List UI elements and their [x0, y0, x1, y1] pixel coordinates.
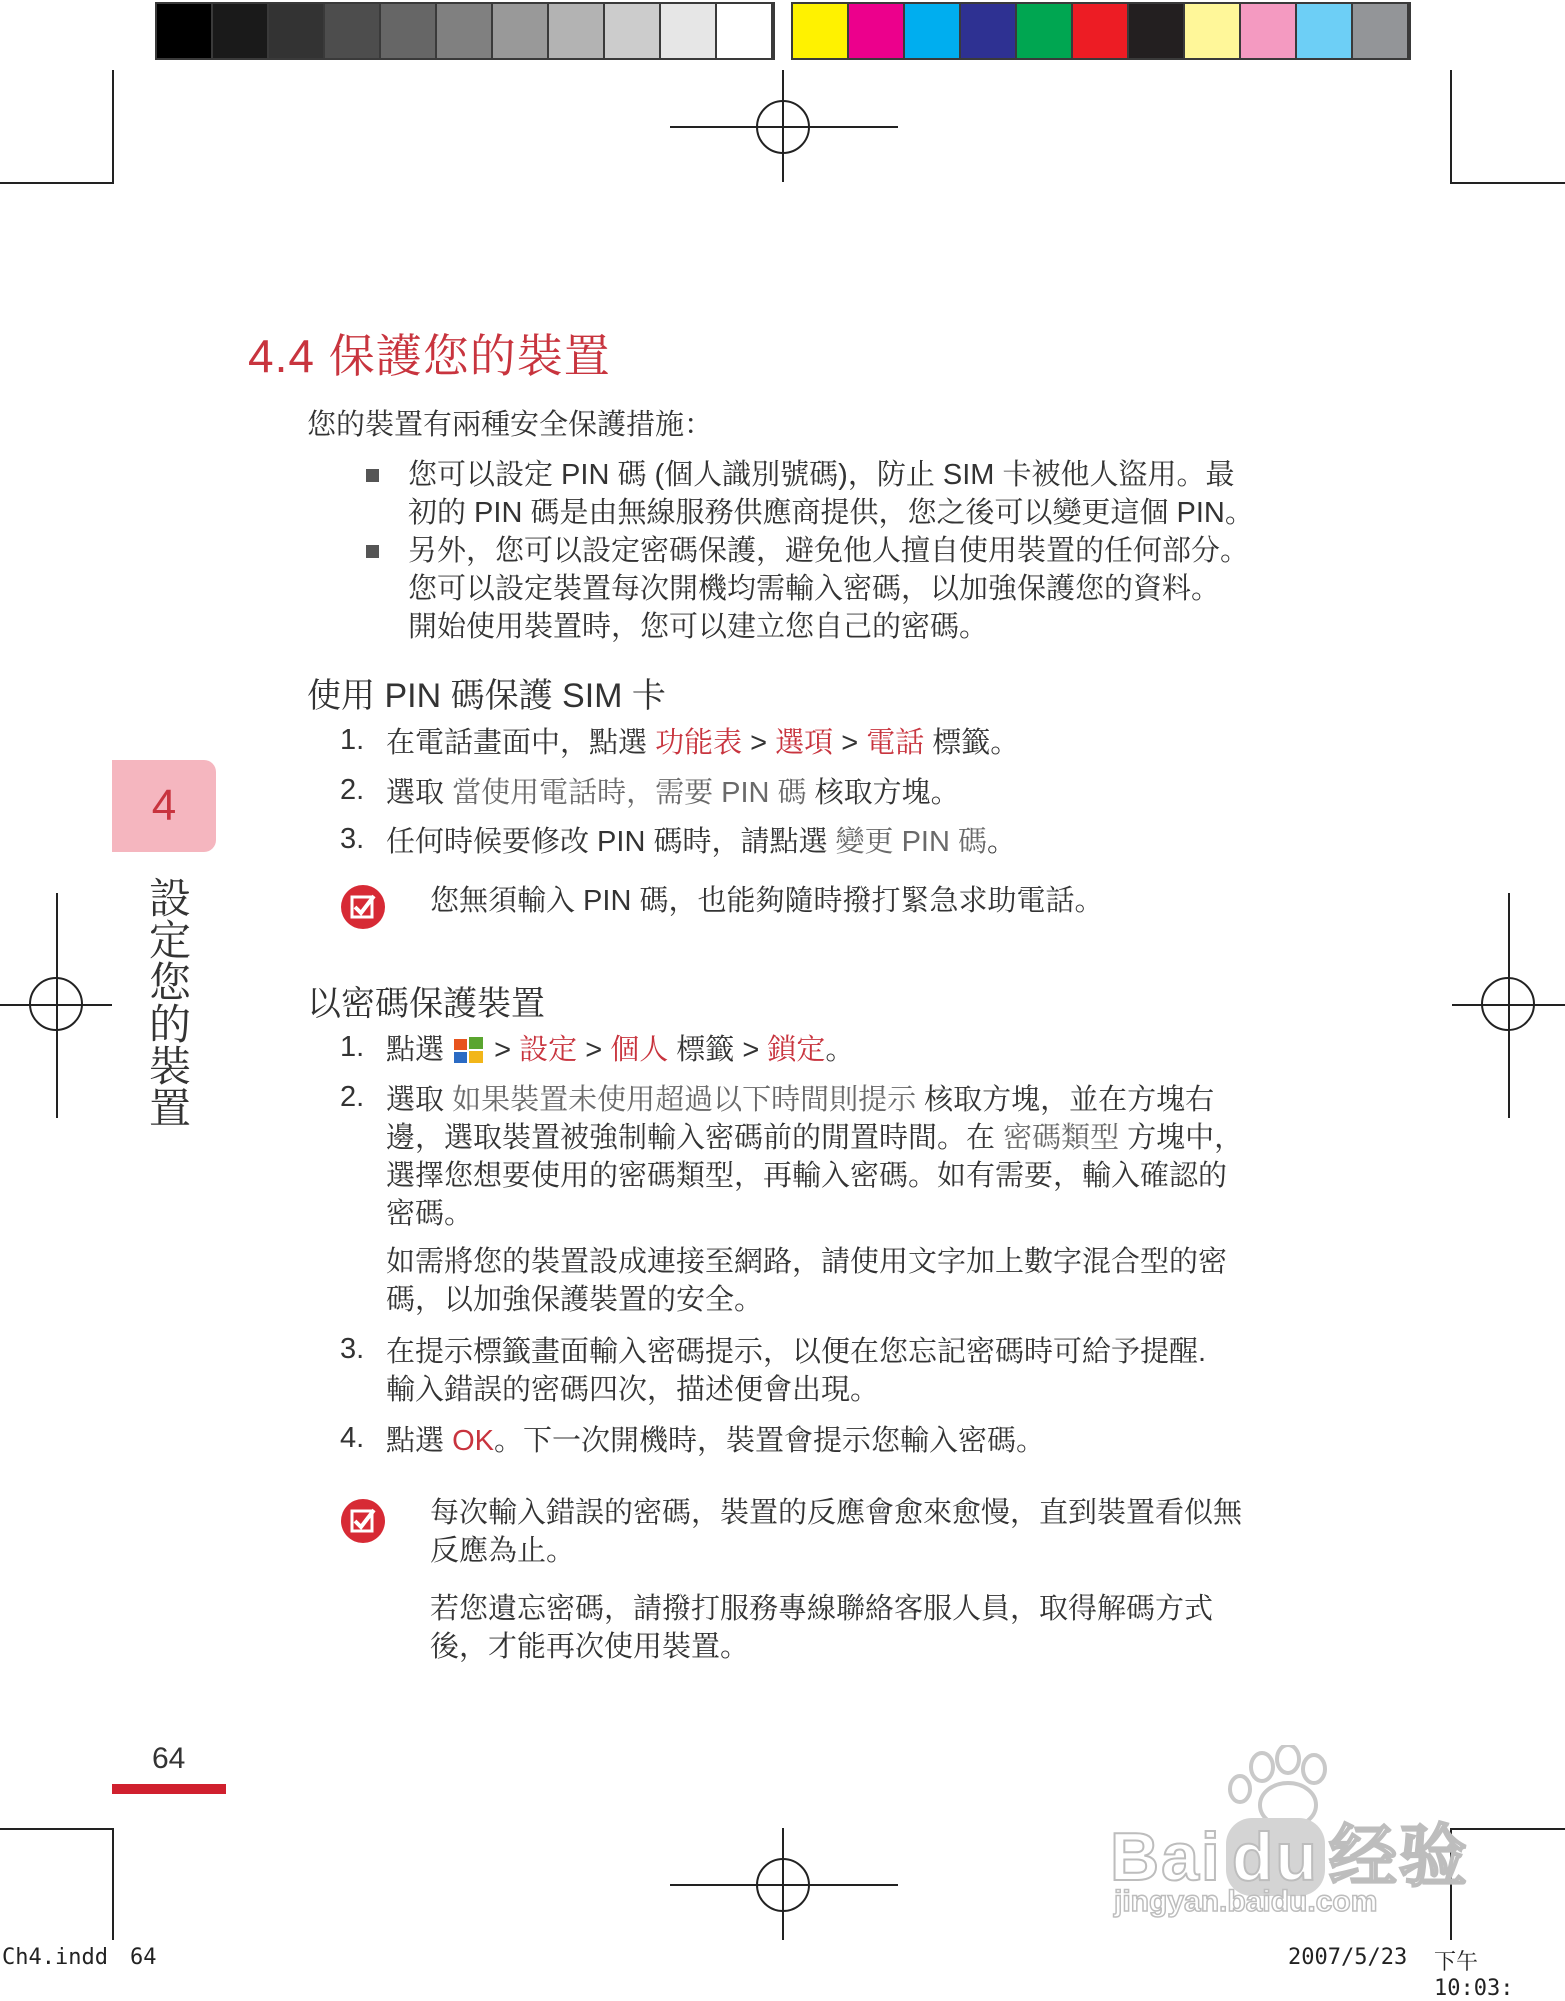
step-text: 核取方塊，並在方塊右 — [916, 1084, 1215, 1116]
pin-note: 您無須輸入 PIN 碼，也能夠隨時撥打緊急求助電話。 — [430, 885, 1104, 917]
windows-start-icon — [452, 1035, 486, 1065]
menu-path-item: 功能表 — [655, 727, 743, 759]
pin-step-1 — [386, 724, 1019, 762]
step-number: 2. — [340, 774, 365, 806]
bullet-item — [408, 532, 1249, 646]
color-swatch — [1297, 4, 1353, 58]
slug-filename: Ch4.indd — [2, 1945, 108, 1970]
gray-swatch — [213, 4, 269, 58]
pwd-step-2-extra — [386, 1243, 1227, 1319]
bullet-line: 您可以設定裝置每次開機均需輸入密碼，以加強保護您的資料。 — [408, 573, 1221, 605]
step-text: 邊，選取裝置被強制輸入密碼前的閒置時間。在 — [386, 1122, 1004, 1154]
color-swatch — [1129, 4, 1185, 58]
color-swatch — [849, 4, 905, 58]
registration-circle — [29, 977, 83, 1031]
color-swatch — [1241, 4, 1297, 58]
bullet-line: 開始使用裝置時，您可以建立您自己的密碼。 — [408, 611, 989, 643]
note-line: 每次輸入錯誤的密碼，裝置的反應會愈來愈慢，直到裝置看似無 — [430, 1497, 1243, 1529]
bullet-line: 另外，您可以設定密碼保護，避免他人擅自使用裝置的任何部分。 — [408, 535, 1250, 567]
path-separator: > — [577, 1034, 611, 1066]
crop-mark — [0, 182, 114, 184]
crop-mark — [112, 70, 114, 182]
step-text: 。 — [986, 826, 1016, 858]
bullet-marker — [366, 469, 379, 482]
step-text: 。 — [825, 1034, 855, 1066]
step-line: 如需將您的裝置設成連接至網路，請使用文字加上數字混合型的密 — [386, 1246, 1228, 1278]
color-swatch — [1073, 4, 1129, 58]
option-label: 密碼類型 — [1003, 1122, 1120, 1154]
color-swatch — [905, 4, 961, 58]
note-check-icon — [340, 1498, 386, 1544]
step-line: 碼，以加強保護裝置的安全。 — [386, 1284, 764, 1316]
step-text: 標籤 > — [668, 1034, 768, 1066]
gray-swatch — [717, 4, 773, 58]
bullet-line: 您可以設定 PIN 碼 (個人識別號碼)，防止 SIM 卡被他人盜用。最 — [408, 459, 1235, 491]
gray-swatch — [605, 4, 661, 58]
pin-heading: 使用 PIN 碼保護 SIM 卡 — [307, 677, 666, 715]
pin-step-3 — [386, 823, 1016, 861]
step-text: 標籤。 — [924, 727, 1020, 759]
pwd-step-2 — [386, 1081, 1243, 1233]
path-separator: > — [833, 727, 867, 759]
slug-date: 2007/5/23 — [1288, 1945, 1408, 1970]
page-number-underline — [112, 1784, 226, 1794]
step-line — [386, 1119, 1243, 1157]
crop-mark — [1450, 70, 1452, 182]
menu-path-item: 個人 — [610, 1034, 669, 1066]
intro-text: 您的裝置有兩種安全保護措施： — [307, 409, 714, 441]
baidu-watermark — [1110, 1745, 1470, 1925]
step-text: 選取 — [386, 1084, 453, 1116]
step-line: 密碼。 — [386, 1198, 474, 1230]
menu-path-item: OK — [452, 1425, 494, 1457]
menu-path-item: 鎖定 — [767, 1034, 826, 1066]
step-number: 3. — [340, 1333, 365, 1365]
step-number: 2. — [340, 1081, 365, 1113]
option-label: 如果裝置未使用超過以下時間則提示 — [452, 1084, 917, 1116]
pin-step-2 — [386, 774, 960, 812]
note-line: 後，才能再次使用裝置。 — [430, 1631, 750, 1663]
step-text: 點選 — [386, 1425, 453, 1457]
step-text: 。下一次開機時，裝置會提示您輸入密碼。 — [493, 1425, 1045, 1457]
color-swatch — [1185, 4, 1241, 58]
step-number: 1. — [340, 724, 365, 756]
crop-mark — [1450, 182, 1565, 184]
step-text: 點選 — [386, 1034, 453, 1066]
color-swatch — [1017, 4, 1073, 58]
color-swatch — [793, 4, 849, 58]
note-check-icon — [340, 884, 386, 930]
step-number: 1. — [340, 1031, 365, 1063]
bullet-item — [408, 456, 1254, 532]
grayscale-color-bar — [155, 2, 775, 60]
gray-swatch — [493, 4, 549, 58]
step-text: 任何時候要修改 PIN 碼時，請點選 — [386, 826, 836, 858]
pwd-step-3 — [386, 1333, 1206, 1409]
step-line — [386, 1081, 1243, 1119]
step-line: 輸入錯誤的密碼四次，描述便會出現。 — [386, 1374, 880, 1406]
crop-mark — [0, 1828, 114, 1830]
menu-path-item: 選項 — [775, 727, 834, 759]
chapter-title-vertical: 設定您的裝置 — [144, 876, 191, 1128]
page-number: 64 — [152, 1742, 186, 1775]
step-text: 在電話畫面中，點選 — [386, 727, 656, 759]
pwd-step-1 — [386, 1031, 854, 1069]
option-label: 變更 PIN 碼 — [835, 826, 987, 858]
gray-swatch — [269, 4, 325, 58]
registration-circle — [1481, 977, 1535, 1031]
color-swatch — [1353, 4, 1409, 58]
gray-swatch — [437, 4, 493, 58]
bullet-marker — [366, 545, 379, 558]
registration-circle — [756, 100, 810, 154]
step-line: 選擇您想要使用的密碼類型，再輸入密碼。如有需要，輸入確認的 — [386, 1160, 1228, 1192]
gray-swatch — [157, 4, 213, 58]
pwd-note-1 — [430, 1494, 1242, 1570]
watermark-brand-text: Bai — [1110, 1819, 1222, 1895]
watermark-brand-paw-text: du — [1226, 1818, 1325, 1896]
step-number: 4. — [340, 1422, 365, 1454]
slug-time: 下午 10:03: — [1434, 1950, 1514, 2001]
chapter-tab: 4 — [112, 760, 216, 852]
path-separator: > — [486, 1034, 520, 1066]
note-line: 反應為止。 — [430, 1535, 576, 1567]
watermark-url: jingyan.baidu.com — [1114, 1885, 1378, 1918]
slug-page: 64 — [130, 1945, 157, 1970]
password-heading: 以密碼保護裝置 — [307, 985, 545, 1023]
step-number: 3. — [340, 823, 365, 855]
gray-swatch — [549, 4, 605, 58]
color-swatch — [961, 4, 1017, 58]
step-text: 核取方塊。 — [806, 777, 960, 809]
step-text: 選取 — [386, 777, 453, 809]
section-title: 4.4 保護您的裝置 — [248, 330, 611, 382]
crop-mark — [112, 1828, 114, 1940]
process-color-bar — [791, 2, 1411, 60]
gray-swatch — [661, 4, 717, 58]
bullet-line: 初的 PIN 碼是由無線服務供應商提供，您之後可以變更這個 PIN。 — [408, 497, 1254, 529]
step-line: 在提示標籤畫面輸入密碼提示，以便在您忘記密碼時可給予提醒. — [386, 1336, 1207, 1368]
option-label: 當使用電話時，需要 PIN 碼 — [452, 777, 807, 809]
pwd-step-4 — [386, 1422, 1045, 1460]
gray-swatch — [325, 4, 381, 58]
gray-swatch — [381, 4, 437, 58]
pwd-note-2 — [430, 1590, 1213, 1666]
registration-circle — [756, 1858, 810, 1912]
menu-path-item: 設定 — [519, 1034, 578, 1066]
menu-path-item: 電話 — [866, 727, 925, 759]
note-line: 若您遺忘密碼，請撥打服務專線聯絡客服人員，取得解碼方式 — [430, 1593, 1214, 1625]
step-text: 方塊中， — [1119, 1122, 1244, 1154]
watermark-brand-cn: 经验 — [1328, 1819, 1469, 1895]
path-separator: > — [742, 727, 776, 759]
